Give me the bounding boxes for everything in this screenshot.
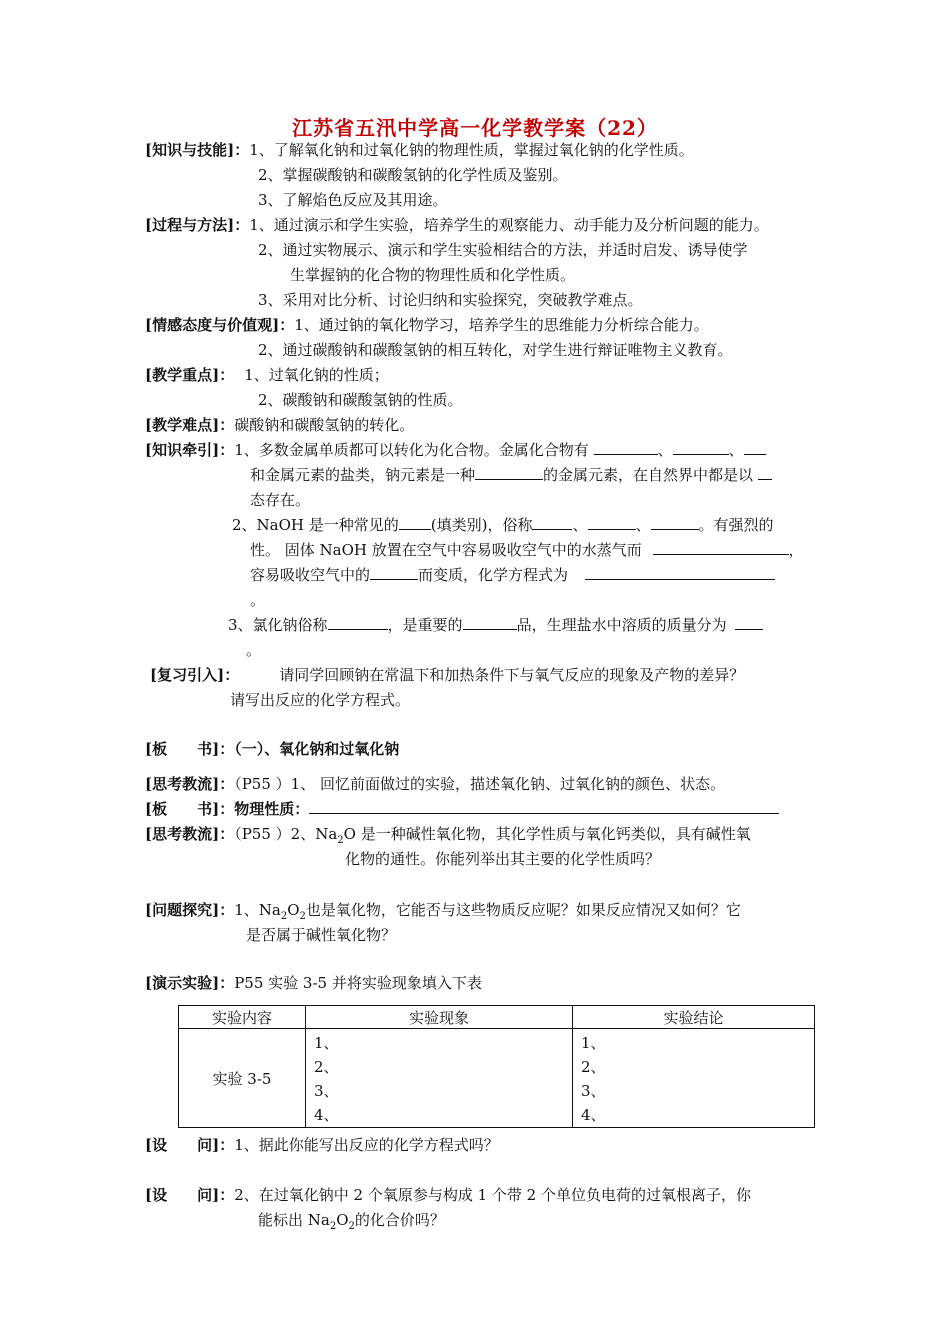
table-row xyxy=(179,1029,815,1128)
fill-blank[interactable] xyxy=(744,439,766,455)
fill-blank[interactable] xyxy=(309,798,779,814)
section-label: [板 书]： xyxy=(145,740,235,758)
section-label: [知识牵引]： xyxy=(145,441,235,459)
attitude-item: 1、通过钠的氧化物学习，培养学生的思维能力分析综合能力。 xyxy=(294,316,709,334)
knowledge-item: 1、了解氧化钠和过氧化钠的物理性质，掌握过氧化钠的化学性质。 xyxy=(249,141,694,159)
section-label: [知识与技能]： xyxy=(145,141,250,159)
fill-blank[interactable] xyxy=(532,514,572,530)
fill-blank[interactable] xyxy=(463,614,517,630)
table-header: 实验内容 xyxy=(179,1006,306,1029)
fill-blank[interactable] xyxy=(735,614,763,630)
page-title: 江苏省五汛中学高一化学教学案（22） xyxy=(292,116,658,140)
difficulty-text: 碳酸钠和碳酸氢钠的转化。 xyxy=(234,416,415,434)
process-item: 2、通过实物展示、演示和学生实验相结合的方法，并适时启发、诱导使学 xyxy=(258,241,748,259)
list-item: 2、 xyxy=(581,1058,606,1076)
lead-line-7: 。 xyxy=(250,591,266,609)
board-text: 物理性质： xyxy=(234,800,310,818)
attitude-item: 2、通过碳酸钠和碳酸氢钠的相互转化，对学生进行辩证唯物主义教育。 xyxy=(258,341,733,359)
list-item: 4、 xyxy=(314,1106,339,1124)
fill-blank[interactable] xyxy=(475,464,543,480)
knowledge-item: 3、了解焰色反应及其用途。 xyxy=(258,191,448,209)
key-point-item: 2、碳酸钠和碳酸氢钠的性质。 xyxy=(258,391,463,409)
board-text: （一）、氧化钠和过氧化钠 xyxy=(234,740,400,758)
board-heading xyxy=(145,738,399,760)
section-label: [板 书]： xyxy=(145,800,235,818)
knowledge-section xyxy=(145,139,694,161)
process-item: 1、通过演示和学生实验，培养学生的观察能力、动手能力及分析问题的能力。 xyxy=(249,216,769,234)
section-label: [设 问]： xyxy=(145,1186,235,1204)
question-1 xyxy=(145,1134,499,1156)
fill-blank[interactable] xyxy=(673,439,729,455)
table-header: 实验结论 xyxy=(573,1006,815,1029)
inquiry-section: [问题探究]：1、$Na_2O_2$也是氧化物，它能否与这些物质反应呢？如果反应情况又如何？它 xyxy=(145,901,741,922)
review-section xyxy=(150,664,744,686)
fill-blank[interactable] xyxy=(399,514,431,530)
list-item: 3、 xyxy=(581,1082,606,1100)
section-label: [情感态度与价值观]： xyxy=(145,316,295,334)
lead-line-1: [知识牵引]：1、多数金属单质都可以转化为化合物。金属化合物有 、 、 xyxy=(145,439,766,461)
think-section-1 xyxy=(145,773,725,795)
experiment-table xyxy=(178,1005,815,1128)
list-item: 1、 xyxy=(314,1034,339,1052)
process-section xyxy=(145,214,769,236)
conclusion-cell[interactable] xyxy=(573,1029,815,1128)
list-item: 1、 xyxy=(581,1034,606,1052)
question-2 xyxy=(145,1184,751,1206)
fill-blank[interactable] xyxy=(585,564,775,580)
table-header-row xyxy=(179,1006,815,1029)
difficulty-section xyxy=(145,414,414,436)
attitude-section xyxy=(145,314,709,336)
fill-blank[interactable] xyxy=(651,514,699,530)
process-item: 生掌握钠的化合物的物理性质和化学性质。 xyxy=(290,266,576,284)
list-item: 4、 xyxy=(581,1106,606,1124)
inquiry-text: 是否属于碱性氧化物？ xyxy=(246,926,397,944)
section-label: [问题探究]： xyxy=(145,901,235,919)
process-item: 3、采用对比分析、讨论归纳和实验探究，突破教学难点。 xyxy=(258,291,643,309)
think-text: （P55 ）1、 回忆前面做过的实验，描述氧化钠、过氧化钠的颜色、状态。 xyxy=(234,775,725,793)
demo-text: P55 实验 3-5 并将实验现象填入下表 xyxy=(234,974,482,992)
key-point-item: 1、过氧化钠的性质； xyxy=(244,366,389,384)
fill-blank[interactable] xyxy=(594,439,658,455)
fill-blank[interactable] xyxy=(370,564,418,580)
table-row-label: 实验 3-5 xyxy=(179,1029,306,1128)
question-text: 2、在过氧化钠中 2 个氧原参与构成 1 个带 2 个单位负电荷的过氧根离子，你 xyxy=(234,1186,751,1204)
lead-line-8: 3、氯化钠俗称 ，是重要的 品，生理盐水中溶质的质量分为 xyxy=(228,614,763,636)
lead-line-5: 性。 固体 NaOH 放置在空气中容易吸收空气中的水蒸气而 ， xyxy=(250,541,804,559)
list-item: 2、 xyxy=(314,1058,339,1076)
section-label: [设 问]： xyxy=(145,1136,235,1154)
fill-blank[interactable] xyxy=(588,514,636,530)
section-label: [演示实验]： xyxy=(145,974,235,992)
think-text: 化物的通性。你能列举出其主要的化学性质吗？ xyxy=(345,850,661,868)
fill-blank[interactable] xyxy=(758,464,772,480)
section-label: [思考教流]： xyxy=(145,825,235,843)
section-label: [教学重点]： xyxy=(145,366,235,384)
section-label: [思考教流]： xyxy=(145,775,235,793)
board-physical xyxy=(145,798,779,820)
demo-section xyxy=(145,972,482,994)
question-text: 1、据此你能写出反应的化学方程式吗？ xyxy=(234,1136,499,1154)
section-label: [复习引入]： xyxy=(150,666,240,684)
section-label: [过程与方法]： xyxy=(145,216,250,234)
table-header: 实验现象 xyxy=(306,1006,573,1029)
phenomena-cell[interactable] xyxy=(306,1029,573,1128)
section-label: [教学难点]： xyxy=(145,416,235,434)
knowledge-item: 2、掌握碳酸钠和碳酸氢钠的化学性质及鉴别。 xyxy=(258,166,568,184)
key-points-section xyxy=(145,364,389,386)
fill-blank[interactable] xyxy=(328,614,388,630)
lead-line-6: 容易吸收空气中的 而变质，化学方程式为 xyxy=(250,564,775,586)
review-text: 请写出反应的化学方程式。 xyxy=(230,691,411,709)
question-text: 能标出 $Na_2O_2$的化合价吗？ xyxy=(258,1211,445,1232)
lead-line-3: 态存在。 xyxy=(250,491,311,509)
fill-blank[interactable] xyxy=(653,539,789,555)
lead-line-4: 2、NaOH 是一种常见的 (填类别)，俗称 、 、 。有强烈的 xyxy=(232,516,774,534)
think-section-2: [思考教流]：（P55 ）2、$Na_2O$ 是一种碱性氧化物，其化学性质与氧化钙类似，具有碱性氧 xyxy=(145,825,751,846)
lead-line-2: 和金属元素的盐类，钠元素是一种 的金属元素，在自然界中都是以 xyxy=(250,464,772,486)
lead-line-9: 。 xyxy=(246,641,262,659)
list-item: 3、 xyxy=(314,1082,339,1100)
review-text: 请同学回顾钠在常温下和加热条件下与氧气反应的现象及产物的差异？ xyxy=(279,666,745,684)
